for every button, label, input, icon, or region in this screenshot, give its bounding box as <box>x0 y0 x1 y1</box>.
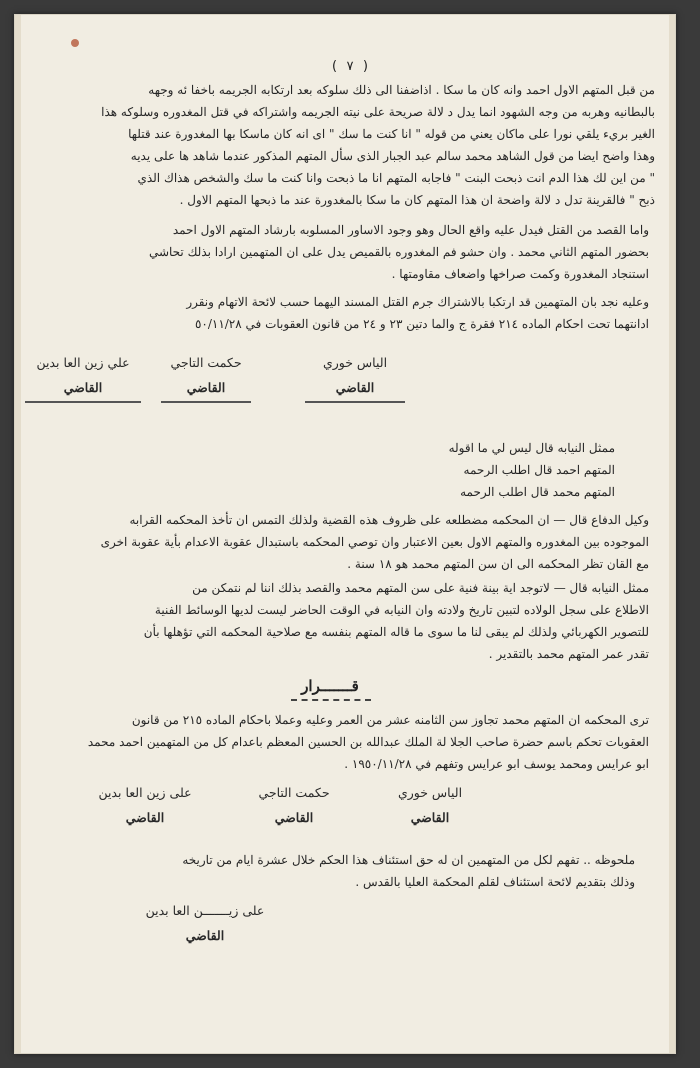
judge-name: الياس خوري <box>322 355 388 370</box>
text-line: بالبطانيه وهربه من وجه الشهود انما يدل د لالة صريحة على نيته الجريمه واشتراكه في قتل المغدوره وسلوكه هذا <box>101 105 655 119</box>
text-line: الاطلاع على سجل الولاده لتبين تاريخ ولادته وان النيابه في الوقت الحاضر ليست لديها الوسائط الفنية <box>154 603 649 617</box>
page-number: ( ٧ ) <box>330 59 370 74</box>
text-line: واما القصد من القتل فيدل عليه واقع الحال وهو وجود الاساور المسلوبه بارشاد المتهم الاول احمد <box>172 223 649 237</box>
page-edge-left <box>15 15 21 1053</box>
judge-signature-4 <box>385 785 475 825</box>
judge-signature-6 <box>85 785 205 825</box>
judge-name: حكمت التاجي <box>170 355 242 370</box>
paragraph-4 <box>49 509 649 575</box>
judge-title: القاضي <box>410 810 450 825</box>
text-line: ممثل النيابه قال — لاتوجد اية بينة فنية على سن المتهم محمد والقصد بذلك اننا لم نتمكن من <box>192 581 649 595</box>
page-edge-right <box>669 15 675 1053</box>
text-line: وعليه نجد بان المتهمين قد ارتكبا بالاشتراك جرم القتل المسند اليهما حسب لائحة الاتهام ونقرر <box>186 295 649 309</box>
statement-line: ممثل النيابه قال ليس لي ما اقوله <box>448 441 615 455</box>
statement-line: المتهم محمد قال اطلب الرحمه <box>460 485 615 499</box>
judge-title: القاضي <box>274 810 314 825</box>
judge-name: الياس خوري <box>397 785 463 800</box>
decision-heading: قـــــــرار <box>301 677 359 695</box>
final-signature <box>125 903 285 943</box>
judge-name: علي زين العا بدين <box>36 355 130 370</box>
text-line: تقدر عمر المتهم محمد بالتقدير . <box>488 647 649 661</box>
judge-name: على زيـــــــن العا بدين <box>145 903 265 918</box>
text-line: بحضور المتهم الثاني محمد . وان حشو فم المغدوره بالقميص يدل على ان المتهمين ارادا بذلك تحاشي <box>148 245 649 259</box>
text-line: ذبح " فالقرينة تدل د لالة واضحة ان هذا المتهم كان ما سكا بالمغدورة عند ما ذبحها المتهم الاول . <box>179 193 655 207</box>
document-page <box>14 14 676 1054</box>
judge-signature-1 <box>305 355 405 403</box>
text-line: وهذا واضح ايضا من قول الشاهد محمد سالم عبد الجبار الذى سأل المتهم المذكور عندما شاهد ها على يديه <box>130 149 655 163</box>
judge-name: على زين العا بدين <box>98 785 192 800</box>
text-line: الموجوده بين المغدوره والمتهم الاول بعين الاعتبار وان توصي المحكمه باستبدال عقوبة الاعدام بأية عقوبة اخرى <box>100 535 649 549</box>
text-line: " من اين لك هذا الدم انت ذبحت البنت " فاجابه المتهم انا ما ذبحت وانا كنت ما سك والشخص هذاك الذي <box>137 171 655 185</box>
paragraph-5 <box>49 577 649 665</box>
paragraph-6 <box>49 709 649 775</box>
paragraph-3 <box>49 291 649 335</box>
text-line: ترى المحكمه ان المتهم محمد تجاوز سن الثامنه عشر من العمر وعليه وعملا باحكام الماده ٢١٥ من قانون <box>131 713 649 727</box>
text-line: للتصوير الكهربائي ولذلك لم يبقى لنا ما سوى ما قاله المتهم بنفسه مع صلاحية المحكمه التي تؤهلها بأن <box>143 625 649 639</box>
text-line: ابو عرايس ومحمد يوسف ابو عرايس وتفهم في ١٩٥٠/١١/٢٨ . <box>344 757 649 771</box>
text-line: من قبل المتهم الاول احمد وانه كان ما سكا . اذاضفنا الى ذلك سلوكه بعد ارتكابه الجريمه باخفا ئه وجهه <box>148 83 655 97</box>
text-line: الغير بريء يلقي نورا على ماكان يعني من قوله " انا كنت ما سك " اى انه كان ماسكا بها المغدورة عند قتلها <box>128 127 655 141</box>
text-line: مع القان تظر المحكمه الى ان سن المتهم محمد هو ١٨ سنة . <box>347 557 649 571</box>
paragraph-2 <box>49 219 649 285</box>
text-line: ادانتهما تحت احكام الماده ٢١٤ فقرة ج والما دتين ٢٣ و ٢٤ من قانون العقوبات في ٥٠/١١/٢٨ <box>194 317 649 331</box>
text-line: ملحوظه .. تفهم لكل من المتهمين ان له حق استئناف هذا الحكم خلال عشرة ايام من تاريخه <box>182 853 635 867</box>
text-line: وذلك بتقديم لائحة استئناف لقلم المحكمة العليا بالقدس . <box>355 875 635 889</box>
judge-title: القاضي <box>186 380 226 395</box>
judge-name: حكمت التاجي <box>258 785 330 800</box>
text-line: العقوبات تحكم باسم حضرة صاحب الجلا لة الملك عبدالله بن الحسين المعظم باعدام كل من المتهمين احمد محمد <box>87 735 649 749</box>
judge-signature-2 <box>161 355 251 403</box>
signature-rule <box>305 401 405 403</box>
court-statements <box>215 437 615 503</box>
text-line: استنجاد المغدورة وكمت صراخها واضعاف مقاومتها . <box>391 267 649 281</box>
signature-rule <box>161 401 251 403</box>
punch-mark <box>71 39 79 47</box>
judge-title: القاضي <box>125 810 165 825</box>
appeal-note <box>75 849 635 893</box>
judge-title: القاضي <box>63 380 103 395</box>
heading-underline <box>291 699 371 701</box>
text-line: وكيل الدفاع قال — ان المحكمه مضطلعه على ظروف هذه القضية ولذلك التمس ان تأخذ المحكمه القرابه <box>129 513 649 527</box>
signature-rule <box>25 401 141 403</box>
judge-signature-5 <box>249 785 339 825</box>
paragraph-1 <box>49 79 655 211</box>
judge-title: القاضي <box>335 380 375 395</box>
judge-title: القاضي <box>185 928 225 943</box>
statement-line: المتهم احمد قال اطلب الرحمه <box>463 463 615 477</box>
judge-signature-3 <box>25 355 141 403</box>
